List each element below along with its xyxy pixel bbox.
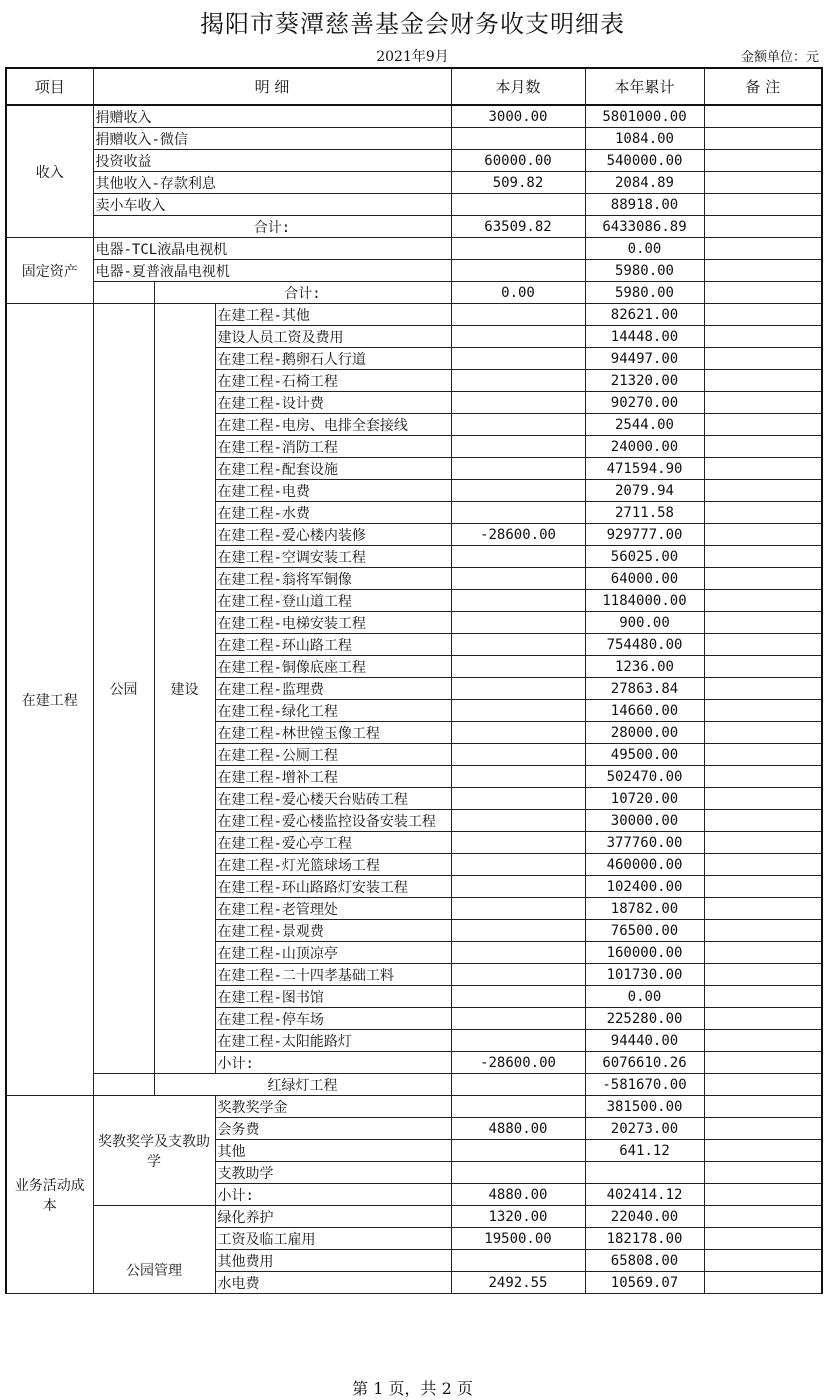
detail-cell: 奖教奖学金 [215, 1096, 451, 1118]
ytd-cell: 22040.00 [585, 1206, 704, 1228]
detail-cell: 在建工程-电费 [215, 480, 451, 502]
ytd-cell: 900.00 [585, 612, 704, 634]
month-cell: 509.82 [451, 172, 585, 194]
ytd-cell: 94440.00 [585, 1030, 704, 1052]
month-cell [451, 612, 585, 634]
detail-cell: 在建工程-电房、电排全套接线 [215, 414, 451, 436]
detail-cell: 在建工程-爱心亭工程 [215, 832, 451, 854]
detail-cell: 在建工程-图书馆 [215, 986, 451, 1008]
month-cell [451, 722, 585, 744]
remark-cell [704, 524, 822, 546]
group-park-management: 公园管理 [93, 1206, 215, 1294]
month-cell [451, 832, 585, 854]
month-cell [451, 194, 585, 216]
table-row [6, 1096, 822, 1118]
detail-cell: 在建工程-翁将军铜像 [215, 568, 451, 590]
ytd-cell: 2084.89 [585, 172, 704, 194]
detail-cell: 在建工程-灯光篮球场工程 [215, 854, 451, 876]
remark-cell [704, 1140, 822, 1162]
detail-cell: 水电费 [215, 1272, 451, 1294]
remark-cell [704, 986, 822, 1008]
ytd-cell: 28000.00 [585, 722, 704, 744]
remark-cell [704, 898, 822, 920]
traffic-light-label: 红绿灯工程 [154, 1074, 451, 1096]
detail-cell: 在建工程-其他 [215, 304, 451, 326]
remark-cell [704, 1250, 822, 1272]
detail-cell: 支教助学 [215, 1162, 451, 1184]
ytd-cell: 641.12 [585, 1140, 704, 1162]
month-cell [451, 854, 585, 876]
subtotal-label: 小计: [215, 1052, 451, 1074]
remark-cell [704, 194, 822, 216]
remark-cell [704, 656, 822, 678]
ytd-cell: 30000.00 [585, 810, 704, 832]
ytd-cell: 82621.00 [585, 304, 704, 326]
detail-cell: 在建工程-爱心楼内装修 [215, 524, 451, 546]
ytd-cell: 225280.00 [585, 1008, 704, 1030]
page-title: 揭阳市葵潭慈善基金会财务收支明细表 [200, 10, 625, 38]
remark-cell [704, 436, 822, 458]
remark-cell [704, 964, 822, 986]
report-date: 2021年9月 [376, 49, 449, 65]
table-row [6, 282, 822, 304]
detail-cell: 在建工程-水费 [215, 502, 451, 524]
month-cell [451, 1030, 585, 1052]
ytd-cell: 14660.00 [585, 700, 704, 722]
month-cell [451, 986, 585, 1008]
table-row [6, 304, 822, 326]
table-body [6, 105, 822, 1294]
total-label: 合计: [93, 216, 451, 238]
detail-cell: 在建工程-登山道工程 [215, 590, 451, 612]
remark-cell [704, 678, 822, 700]
finance-table [5, 67, 823, 1294]
detail-cell: 在建工程-增补工程 [215, 766, 451, 788]
header-detail: 明 细 [93, 68, 451, 105]
table-cell [93, 1074, 154, 1096]
table-row [6, 1206, 822, 1228]
remark-cell [704, 128, 822, 150]
table-row [6, 172, 822, 194]
month-cell [451, 546, 585, 568]
month-cell [451, 590, 585, 612]
ytd-cell: 1084.00 [585, 128, 704, 150]
month-cell: 2492.55 [451, 1272, 585, 1294]
category-income: 收入 [6, 105, 93, 238]
detail-cell: 投资收益 [93, 150, 451, 172]
ytd-cell: 754480.00 [585, 634, 704, 656]
month-cell [451, 898, 585, 920]
subcategory-build: 建设 [154, 304, 215, 1074]
month-cell: 0.00 [451, 282, 585, 304]
ytd-cell: 20273.00 [585, 1118, 704, 1140]
month-cell [451, 502, 585, 524]
month-cell [451, 1250, 585, 1272]
ytd-cell: 64000.00 [585, 568, 704, 590]
detail-cell: 小计: [215, 1184, 451, 1206]
month-cell: 60000.00 [451, 150, 585, 172]
remark-cell [704, 414, 822, 436]
subcategory-park: 公园 [93, 304, 154, 1074]
month-cell [451, 1096, 585, 1118]
month-cell [451, 766, 585, 788]
remark-cell [704, 942, 822, 964]
detail-cell: 在建工程-电梯安装工程 [215, 612, 451, 634]
month-cell [451, 1140, 585, 1162]
remark-cell [704, 326, 822, 348]
month-cell [451, 942, 585, 964]
month-cell [451, 810, 585, 832]
month-cell: 4880.00 [451, 1184, 585, 1206]
table-row [6, 238, 822, 260]
month-cell: 1320.00 [451, 1206, 585, 1228]
month-cell [451, 128, 585, 150]
month-cell [451, 480, 585, 502]
detail-cell: 电器-TCL液晶电视机 [93, 238, 451, 260]
page-footer: 第 1 页，共 2 页 [352, 1379, 473, 1398]
ytd-cell: 5980.00 [585, 260, 704, 282]
table-row [6, 260, 822, 282]
ytd-cell: 0.00 [585, 986, 704, 1008]
ytd-cell: 6076610.26 [585, 1052, 704, 1074]
month-cell [451, 326, 585, 348]
header-remark: 备 注 [704, 68, 822, 105]
month-cell [451, 238, 585, 260]
ytd-cell: 1184000.00 [585, 590, 704, 612]
table-row [6, 1074, 822, 1096]
ytd-cell: 502470.00 [585, 766, 704, 788]
month-cell: 19500.00 [451, 1228, 585, 1250]
remark-cell [704, 722, 822, 744]
table-row [6, 194, 822, 216]
ytd-cell: 27863.84 [585, 678, 704, 700]
month-cell [451, 458, 585, 480]
ytd-cell: 88918.00 [585, 194, 704, 216]
detail-cell: 在建工程-绿化工程 [215, 700, 451, 722]
ytd-cell: 5801000.00 [585, 105, 704, 128]
remark-cell [704, 700, 822, 722]
ytd-cell: 2544.00 [585, 414, 704, 436]
month-cell [451, 370, 585, 392]
detail-cell: 在建工程-停车场 [215, 1008, 451, 1030]
ytd-cell: 377760.00 [585, 832, 704, 854]
ytd-cell: 56025.00 [585, 546, 704, 568]
month-cell [451, 634, 585, 656]
remark-cell [704, 1030, 822, 1052]
remark-cell [704, 1096, 822, 1118]
detail-cell: 其他费用 [215, 1250, 451, 1272]
detail-cell: 其他收入-存款利息 [93, 172, 451, 194]
detail-cell: 卖小车收入 [93, 194, 451, 216]
month-cell [451, 1162, 585, 1184]
detail-cell: 捐赠收入-微信 [93, 128, 451, 150]
remark-cell [704, 348, 822, 370]
month-cell [451, 348, 585, 370]
header-ytd: 本年累计 [585, 68, 704, 105]
month-cell [451, 656, 585, 678]
detail-cell: 在建工程-监理费 [215, 678, 451, 700]
table-cell [93, 282, 154, 304]
remark-cell [704, 502, 822, 524]
month-cell [451, 304, 585, 326]
detail-cell: 在建工程-公厕工程 [215, 744, 451, 766]
remark-cell [704, 216, 822, 238]
remark-cell [704, 1074, 822, 1096]
group-education: 奖教奖学及支教助学 [93, 1096, 215, 1206]
month-cell [451, 414, 585, 436]
detail-cell: 会务费 [215, 1118, 451, 1140]
month-cell [451, 392, 585, 414]
ytd-cell: 6433086.89 [585, 216, 704, 238]
remark-cell [704, 370, 822, 392]
remark-cell [704, 458, 822, 480]
remark-cell [704, 172, 822, 194]
ytd-cell: 182178.00 [585, 1228, 704, 1250]
ytd-cell: 65808.00 [585, 1250, 704, 1272]
month-cell [451, 700, 585, 722]
ytd-cell: 14448.00 [585, 326, 704, 348]
ytd-cell: 381500.00 [585, 1096, 704, 1118]
month-cell [451, 1008, 585, 1030]
ytd-cell: 540000.00 [585, 150, 704, 172]
table-row [6, 150, 822, 172]
month-cell: 3000.00 [451, 105, 585, 128]
remark-cell [704, 612, 822, 634]
ytd-cell: 102400.00 [585, 876, 704, 898]
detail-cell: 在建工程-环山路工程 [215, 634, 451, 656]
month-cell [451, 260, 585, 282]
ytd-cell: 101730.00 [585, 964, 704, 986]
remark-cell [704, 832, 822, 854]
detail-cell: 在建工程-林世镗玉像工程 [215, 722, 451, 744]
currency-unit: 金额单位：元 [740, 50, 819, 65]
month-cell: -28600.00 [451, 524, 585, 546]
ytd-cell: 2711.58 [585, 502, 704, 524]
remark-cell [704, 546, 822, 568]
detail-cell: 在建工程-景观费 [215, 920, 451, 942]
detail-cell: 绿化养护 [215, 1206, 451, 1228]
remark-cell [704, 854, 822, 876]
remark-cell [704, 1118, 822, 1140]
ytd-cell: -581670.00 [585, 1074, 704, 1096]
month-cell: 63509.82 [451, 216, 585, 238]
month-cell: 4880.00 [451, 1118, 585, 1140]
remark-cell [704, 150, 822, 172]
category-business-cost: 业务活动成本 [6, 1096, 93, 1294]
remark-cell [704, 876, 822, 898]
remark-cell [704, 260, 822, 282]
ytd-cell: 5980.00 [585, 282, 704, 304]
detail-cell: 在建工程-太阳能路灯 [215, 1030, 451, 1052]
remark-cell [704, 1008, 822, 1030]
ytd-cell [585, 1162, 704, 1184]
ytd-cell: 10720.00 [585, 788, 704, 810]
header-row [6, 68, 822, 105]
detail-cell: 在建工程-二十四孝基础工料 [215, 964, 451, 986]
ytd-cell: 1236.00 [585, 656, 704, 678]
detail-cell: 在建工程-消防工程 [215, 436, 451, 458]
detail-cell: 在建工程-空调安装工程 [215, 546, 451, 568]
remark-cell [704, 480, 822, 502]
ytd-cell: 0.00 [585, 238, 704, 260]
total-label: 合计: [154, 282, 451, 304]
remark-cell [704, 282, 822, 304]
ytd-cell: 21320.00 [585, 370, 704, 392]
detail-cell: 其他 [215, 1140, 451, 1162]
remark-cell [704, 1206, 822, 1228]
remark-cell [704, 1162, 822, 1184]
remark-cell [704, 238, 822, 260]
month-cell [451, 744, 585, 766]
detail-cell: 在建工程-爱心楼天台贴砖工程 [215, 788, 451, 810]
ytd-cell: 24000.00 [585, 436, 704, 458]
ytd-cell: 49500.00 [585, 744, 704, 766]
remark-cell [704, 766, 822, 788]
detail-cell: 工资及临工雇用 [215, 1228, 451, 1250]
detail-cell: 在建工程-设计费 [215, 392, 451, 414]
ytd-cell: 90270.00 [585, 392, 704, 414]
detail-cell: 在建工程-铜像底座工程 [215, 656, 451, 678]
remark-cell [704, 590, 822, 612]
ytd-cell: 76500.00 [585, 920, 704, 942]
remark-cell [704, 1052, 822, 1074]
detail-cell: 在建工程-石椅工程 [215, 370, 451, 392]
table-row [6, 128, 822, 150]
detail-cell: 在建工程-山顶凉亭 [215, 942, 451, 964]
remark-cell [704, 1184, 822, 1206]
detail-cell: 在建工程-环山路路灯安装工程 [215, 876, 451, 898]
remark-cell [704, 1272, 822, 1294]
ytd-cell: 18782.00 [585, 898, 704, 920]
detail-cell: 建设人员工资及费用 [215, 326, 451, 348]
month-cell [451, 678, 585, 700]
detail-cell: 在建工程-爱心楼监控设备安装工程 [215, 810, 451, 832]
ytd-cell: 2079.94 [585, 480, 704, 502]
remark-cell [704, 920, 822, 942]
detail-cell: 电器-夏普液晶电视机 [93, 260, 451, 282]
header-item: 项目 [6, 68, 93, 105]
remark-cell [704, 1228, 822, 1250]
header-month: 本月数 [451, 68, 585, 105]
remark-cell [704, 810, 822, 832]
ytd-cell: 460000.00 [585, 854, 704, 876]
month-cell [451, 568, 585, 590]
detail-cell: 捐赠收入 [93, 105, 451, 128]
remark-cell [704, 392, 822, 414]
table-row [6, 216, 822, 238]
remark-cell [704, 788, 822, 810]
detail-cell: 在建工程-老管理处 [215, 898, 451, 920]
month-cell [451, 876, 585, 898]
month-cell: -28600.00 [451, 1052, 585, 1074]
remark-cell [704, 744, 822, 766]
detail-cell: 在建工程-配套设施 [215, 458, 451, 480]
month-cell [451, 920, 585, 942]
table-row [6, 105, 822, 128]
category-fixed-assets: 固定资产 [6, 238, 93, 304]
month-cell [451, 1074, 585, 1096]
category-construction: 在建工程 [6, 304, 93, 1096]
detail-cell: 在建工程-鹅卵石人行道 [215, 348, 451, 370]
ytd-cell: 160000.00 [585, 942, 704, 964]
remark-cell [704, 568, 822, 590]
ytd-cell: 10569.07 [585, 1272, 704, 1294]
remark-cell [704, 105, 822, 128]
month-cell [451, 788, 585, 810]
ytd-cell: 929777.00 [585, 524, 704, 546]
month-cell [451, 436, 585, 458]
remark-cell [704, 634, 822, 656]
ytd-cell: 471594.90 [585, 458, 704, 480]
ytd-cell: 402414.12 [585, 1184, 704, 1206]
month-cell [451, 964, 585, 986]
remark-cell [704, 304, 822, 326]
ytd-cell: 94497.00 [585, 348, 704, 370]
